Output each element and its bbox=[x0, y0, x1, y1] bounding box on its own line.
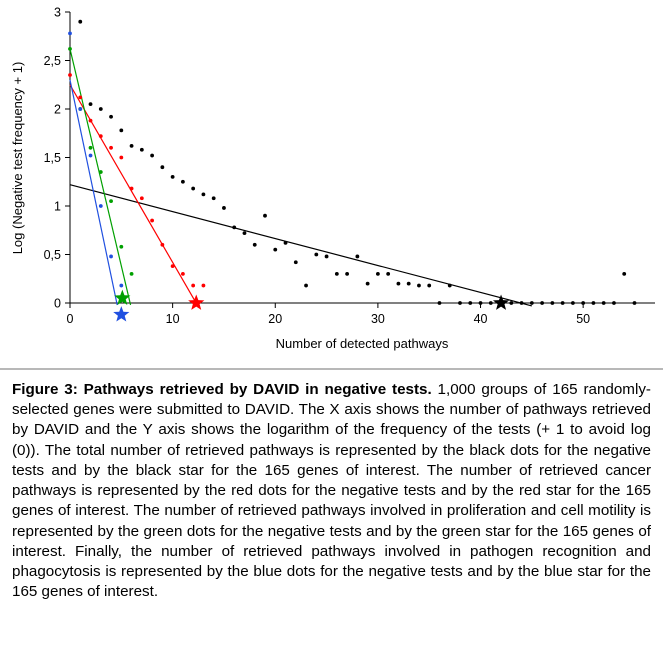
y-tick-label: 2 bbox=[54, 102, 61, 117]
x-tick-label: 30 bbox=[370, 312, 385, 326]
x-tick-label: 0 bbox=[66, 312, 74, 326]
data-point bbox=[427, 284, 431, 288]
y-tick-label: 0 bbox=[54, 296, 61, 311]
x-tick-label: 10 bbox=[165, 312, 180, 326]
data-point bbox=[253, 243, 257, 247]
data-point bbox=[89, 102, 93, 106]
chart-trend-lines bbox=[70, 49, 532, 306]
data-point bbox=[325, 255, 329, 259]
data-point bbox=[263, 214, 267, 218]
data-point bbox=[130, 187, 134, 191]
data-point bbox=[479, 301, 483, 305]
data-point bbox=[109, 255, 113, 259]
data-point bbox=[119, 156, 123, 160]
chart-xtick-labels bbox=[67, 312, 591, 326]
data-point bbox=[78, 95, 82, 99]
data-point bbox=[171, 175, 175, 179]
data-point bbox=[520, 301, 524, 305]
data-point bbox=[99, 107, 103, 111]
data-point bbox=[119, 128, 123, 132]
data-point bbox=[89, 154, 93, 158]
data-point bbox=[119, 245, 123, 249]
data-point bbox=[366, 282, 370, 286]
trend-line bbox=[70, 49, 131, 305]
trend-line bbox=[70, 80, 117, 305]
x-tick-label: 40 bbox=[473, 312, 488, 326]
data-point bbox=[99, 134, 103, 138]
data-point bbox=[130, 144, 134, 148]
data-point bbox=[550, 301, 554, 305]
data-point bbox=[561, 301, 565, 305]
data-point bbox=[243, 231, 247, 235]
data-point bbox=[622, 272, 626, 276]
caption-paragraph bbox=[12, 380, 651, 602]
data-point bbox=[438, 301, 442, 305]
x-tick-label: 50 bbox=[576, 312, 591, 326]
data-point bbox=[407, 282, 411, 286]
data-point bbox=[386, 272, 390, 276]
data-point bbox=[160, 243, 164, 247]
data-point bbox=[109, 199, 113, 203]
y-tick-label: 2,5 bbox=[43, 54, 61, 68]
data-point bbox=[191, 187, 195, 191]
data-point bbox=[212, 196, 216, 200]
data-point bbox=[109, 146, 113, 150]
data-point bbox=[468, 301, 472, 305]
data-point bbox=[458, 301, 462, 305]
blue-star bbox=[113, 306, 129, 321]
data-point bbox=[78, 20, 82, 24]
data-point bbox=[530, 301, 534, 305]
data-point bbox=[417, 284, 421, 288]
data-point bbox=[335, 272, 339, 276]
x-axis-label: Number of detected pathways bbox=[275, 336, 449, 351]
y-axis-label: Log (Negative test frequency + 1) bbox=[10, 61, 25, 255]
data-point bbox=[109, 115, 113, 119]
data-point bbox=[78, 107, 82, 111]
data-point bbox=[633, 301, 637, 305]
chart-tick-marks bbox=[65, 12, 583, 308]
data-point bbox=[202, 284, 206, 288]
data-point bbox=[150, 219, 154, 223]
data-point bbox=[181, 272, 185, 276]
data-point bbox=[89, 119, 93, 123]
data-point bbox=[581, 301, 585, 305]
red-star bbox=[188, 295, 204, 310]
chart-data-points bbox=[68, 20, 636, 305]
y-tick-label: 1,5 bbox=[43, 151, 61, 165]
x-tick-label: 20 bbox=[268, 312, 283, 326]
caption-title: Figure 3: Pathways retrieved by DAVID in negative tests. bbox=[12, 381, 432, 398]
data-point bbox=[222, 206, 226, 210]
data-point bbox=[191, 284, 195, 288]
caption-body: 1,000 groups of 165 randomly-selected genes were submitted to DAVID. The X axis shows the number of pathways retrieved by DAVID and the Y axis shows the logarithm of the frequency of the tests (+ 1 to avoid log (0)). The total number of retrieved pathways is represented by the black dots for the negative tests and by the black star for the 165 genes of interest. The number of retrieved cancer pathways is represented by the red dots for the negative tests and by the red star for the 165 genes of interest. The number of retrieved pathways involved in proliferation and cell motility is represented by the green dots for the negative tests and by the green star for the 165 genes of interest. Finally, the number of retrieved pathways involved in pathogen recognition and phagocytosis is represented by the blue dots for the negative tests and by the blue star for the 165 genes of interest. bbox=[12, 381, 651, 601]
data-point bbox=[160, 165, 164, 169]
data-point bbox=[592, 301, 596, 305]
data-point bbox=[571, 301, 575, 305]
trend-line bbox=[70, 85, 197, 305]
data-point bbox=[130, 272, 134, 276]
data-point bbox=[68, 73, 72, 77]
trend-line bbox=[70, 185, 532, 306]
data-point bbox=[171, 264, 175, 268]
data-point bbox=[181, 180, 185, 184]
data-point bbox=[202, 192, 206, 196]
figure-caption bbox=[0, 368, 663, 666]
data-point bbox=[345, 272, 349, 276]
data-point bbox=[99, 170, 103, 174]
data-point bbox=[489, 301, 493, 305]
data-point bbox=[540, 301, 544, 305]
data-point bbox=[294, 260, 298, 264]
data-point bbox=[284, 241, 288, 245]
y-tick-label: 1 bbox=[54, 199, 61, 214]
data-point bbox=[68, 31, 72, 35]
data-point bbox=[89, 146, 93, 150]
data-point bbox=[140, 196, 144, 200]
data-point bbox=[304, 284, 308, 288]
y-tick-label: 0,5 bbox=[43, 248, 61, 262]
data-point bbox=[314, 253, 318, 257]
data-point bbox=[140, 148, 144, 152]
y-tick-label: 3 bbox=[54, 5, 61, 20]
data-point bbox=[273, 248, 277, 252]
data-point bbox=[602, 301, 606, 305]
chart-ytick-labels bbox=[44, 6, 61, 311]
data-point bbox=[355, 255, 359, 259]
data-point bbox=[509, 301, 513, 305]
data-point bbox=[376, 272, 380, 276]
data-point bbox=[99, 204, 103, 208]
data-point bbox=[448, 284, 452, 288]
data-point bbox=[397, 282, 401, 286]
data-point bbox=[232, 225, 236, 229]
data-point bbox=[68, 47, 72, 51]
data-point bbox=[612, 301, 616, 305]
chart-axes bbox=[70, 12, 655, 303]
data-point bbox=[119, 284, 123, 288]
data-point bbox=[150, 154, 154, 158]
